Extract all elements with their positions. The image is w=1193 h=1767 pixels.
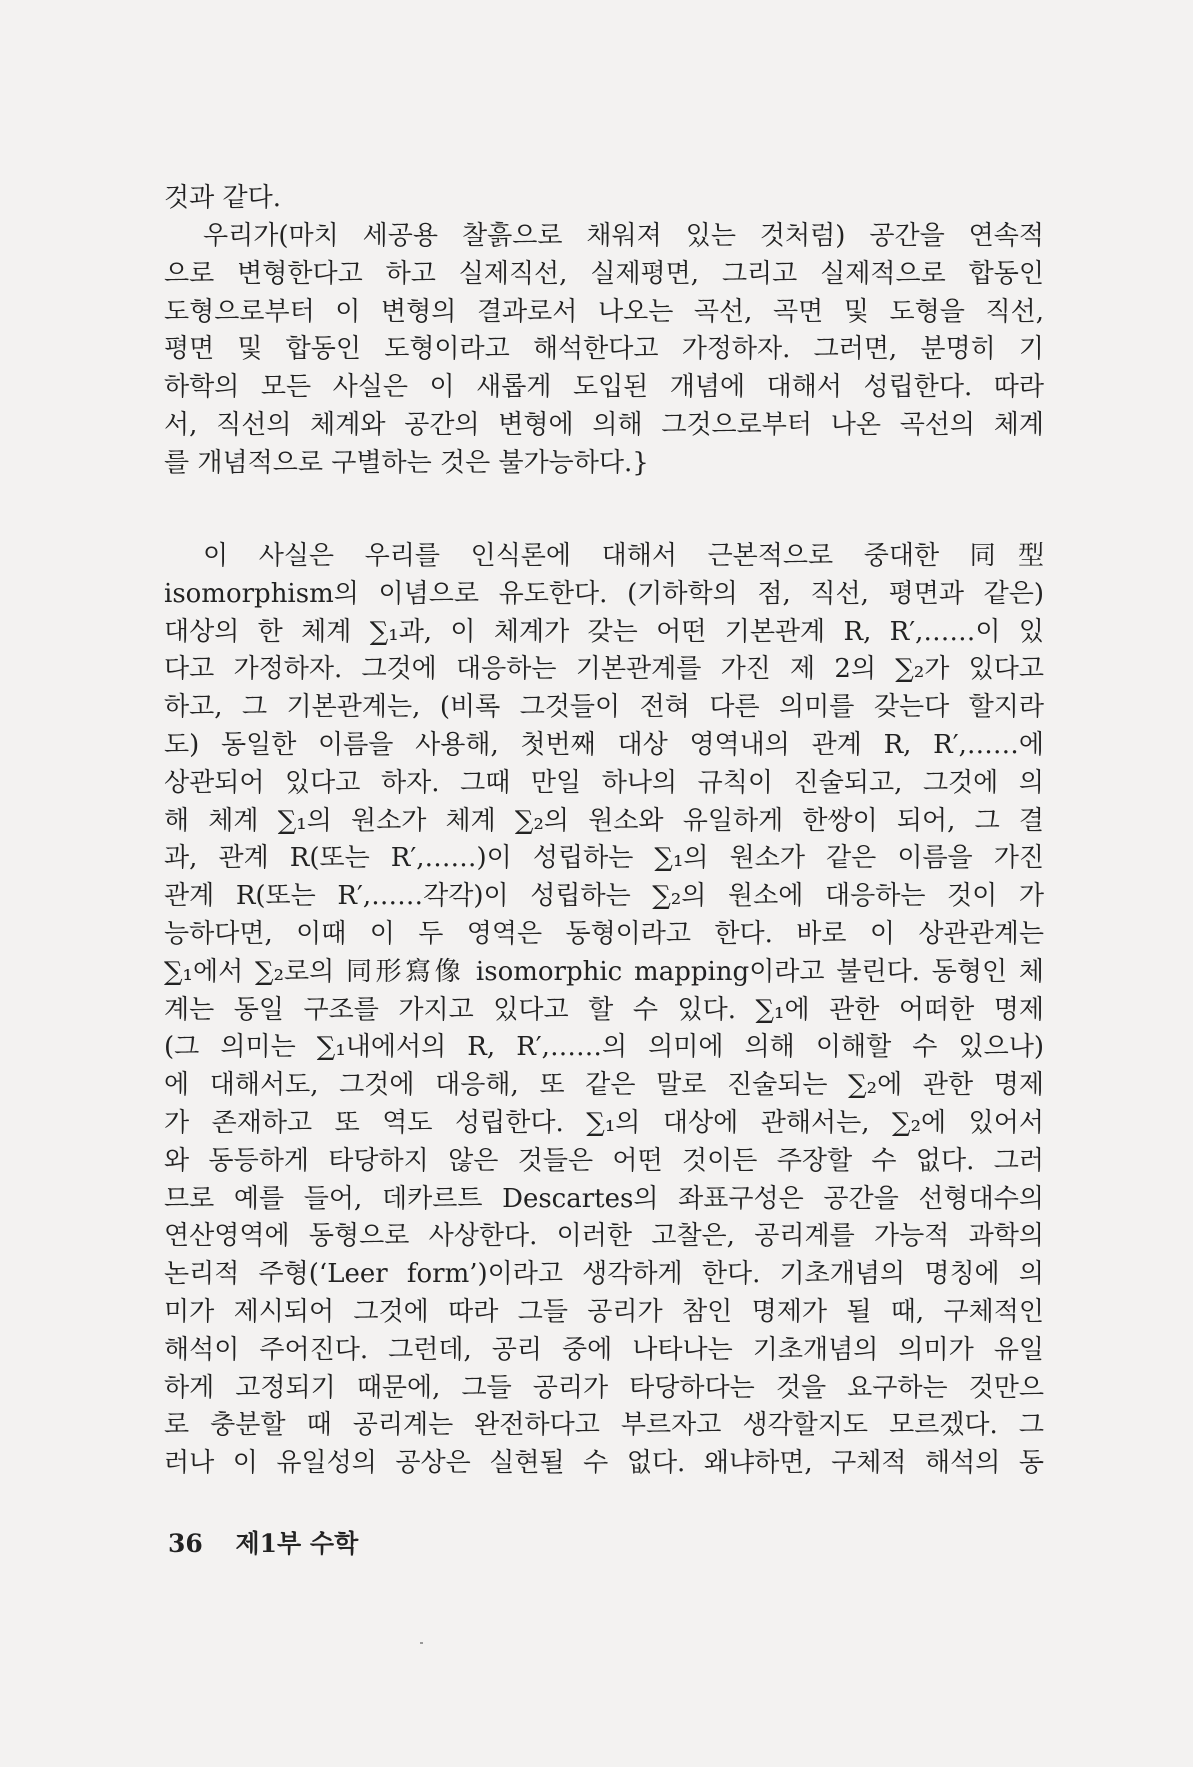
paragraph-deformation: [164, 218, 1044, 483]
text-line: 에 대해서도, 그것에 대응해, 또 같은 말로 진술되는 ∑₂에 관한 명제: [164, 1070, 1044, 1101]
text-line: 계는 동일 구조를 가지고 있다고 할 수 있다. ∑₁에 관한 어떠한 명제: [164, 994, 1044, 1025]
text-line: 논리적 주형(‘Leer form’)이라고 생각하게 한다. 기초개념의 명칭에 의: [164, 1259, 1044, 1290]
text-line: 가 존재하고 또 역도 성립한다. ∑₁의 대상에 관해서는, ∑₂에 있어서: [164, 1107, 1044, 1138]
text-line: 연산영역에 동형으로 사상한다. 이러한 고찰은, 공리계를 가능적 과학의: [164, 1221, 1044, 1252]
text-line: 므로 예를 들어, 데카르트 Descartes의 좌표구성은 공간을 선형대수의: [164, 1183, 1044, 1214]
text-line: 서, 직선의 체계와 공간의 변형에 의해 그것으로부터 나온 곡선의 체계: [164, 409, 1044, 440]
text-line: 도) 동일한 이름을 사용해, 첫번째 대상 영역내의 관계 R, R′,……에: [164, 729, 1044, 760]
text-line: 하고, 그 기본관계는, (비록 그것들이 전혀 다른 의미를 갖는다 할지라: [164, 692, 1044, 723]
text-line: 와 동등하게 타당하지 않은 것들은 어떤 것이든 주장할 수 없다. 그러: [164, 1145, 1044, 1176]
text-line: 관계 R(또는 R′,……각각)이 성립하는 ∑₂의 원소에 대응하는 것이 가: [164, 881, 1044, 912]
text-line: 이 사실은 우리를 인식론에 대해서 근본적으로 중대한 同型: [203, 541, 1044, 571]
page-footer: [168, 1524, 358, 1560]
section-title: 제1부 수학: [235, 1529, 359, 1558]
text-line: 러나 이 유일성의 공상은 실현될 수 없다. 왜냐하면, 구체적 해석의 동: [164, 1448, 1044, 1479]
text-line: isomorphism의 이념으로 유도한다. (기하학의 점, 직선, 평면과 같은): [164, 578, 1044, 609]
text-line: 미가 제시되어 그것에 따라 그들 공리가 참인 명제가 될 때, 구체적인: [164, 1296, 1044, 1327]
text-line: 대상의 한 체계 ∑₁과, 이 체계가 갖는 어떤 기본관계 R, R′,……이 있: [164, 616, 1044, 647]
text-line: 과, 관계 R(또는 R′,……)이 성립하는 ∑₁의 원소가 같은 이름을 가진: [164, 843, 1044, 874]
text-line: (그 의미는 ∑₁내에서의 R, R′,……의 의미에 의해 이해할 수 있으나): [164, 1032, 1044, 1063]
text-line: 를 개념적으로 구별하는 것은 불가능하다.}: [164, 447, 649, 478]
text-line: 해석이 주어진다. 그런데, 공리 중에 나타나는 기초개념의 의미가 유일: [164, 1334, 1044, 1365]
text-line: 하학의 모든 사실은 이 새롭게 도입된 개념에 대해서 성립한다. 따라: [164, 372, 1044, 403]
text-line: 평면 및 합동인 도형이라고 해석한다고 가정하자. 그러면, 분명히 기: [164, 334, 1044, 365]
text-line: 하게 고정되기 때문에, 그들 공리가 타당하다는 것을 요구하는 것만으: [164, 1372, 1044, 1403]
text-line: ∑₁에서 ∑₂로의 同形寫像 isomorphic mapping이라고 불린다. 동형인 체: [164, 956, 1044, 987]
page-number: 36: [168, 1529, 203, 1558]
text-line: 도형으로부터 이 변형의 결과로서 나오는 곡선, 곡면 및 도형을 직선,: [164, 296, 1044, 327]
paragraph-continuation: [164, 180, 1044, 218]
text-line: 능하다면, 이때 이 두 영역은 동형이라고 한다. 바로 이 상관관계는: [164, 918, 1044, 949]
text-line: 우리가(마치 세공용 찰흙으로 채워져 있는 것처럼) 공간을 연속적: [203, 221, 1044, 251]
text-line: 으로 변형한다고 하고 실제직선, 실제평면, 그리고 실제적으로 합동인: [164, 258, 1044, 289]
text-line: 것과 같다.: [164, 183, 281, 213]
scan-speck: [420, 1642, 423, 1644]
text-line: 로 충분할 때 공리계는 완전하다고 부르자고 생각할지도 모르겠다. 그: [164, 1410, 1044, 1441]
text-line: 다고 가정하자. 그것에 대응하는 기본관계를 가진 제 2의 ∑₂가 있다고: [164, 654, 1044, 685]
text-line: 상관되어 있다고 하자. 그때 만일 하나의 규칙이 진술되고, 그것에 의: [164, 767, 1044, 798]
text-line: 해 체계 ∑₁의 원소가 체계 ∑₂의 원소와 유일하게 한쌍이 되어, 그 결: [164, 805, 1044, 836]
paragraph-isomorphism: [164, 538, 1044, 1483]
